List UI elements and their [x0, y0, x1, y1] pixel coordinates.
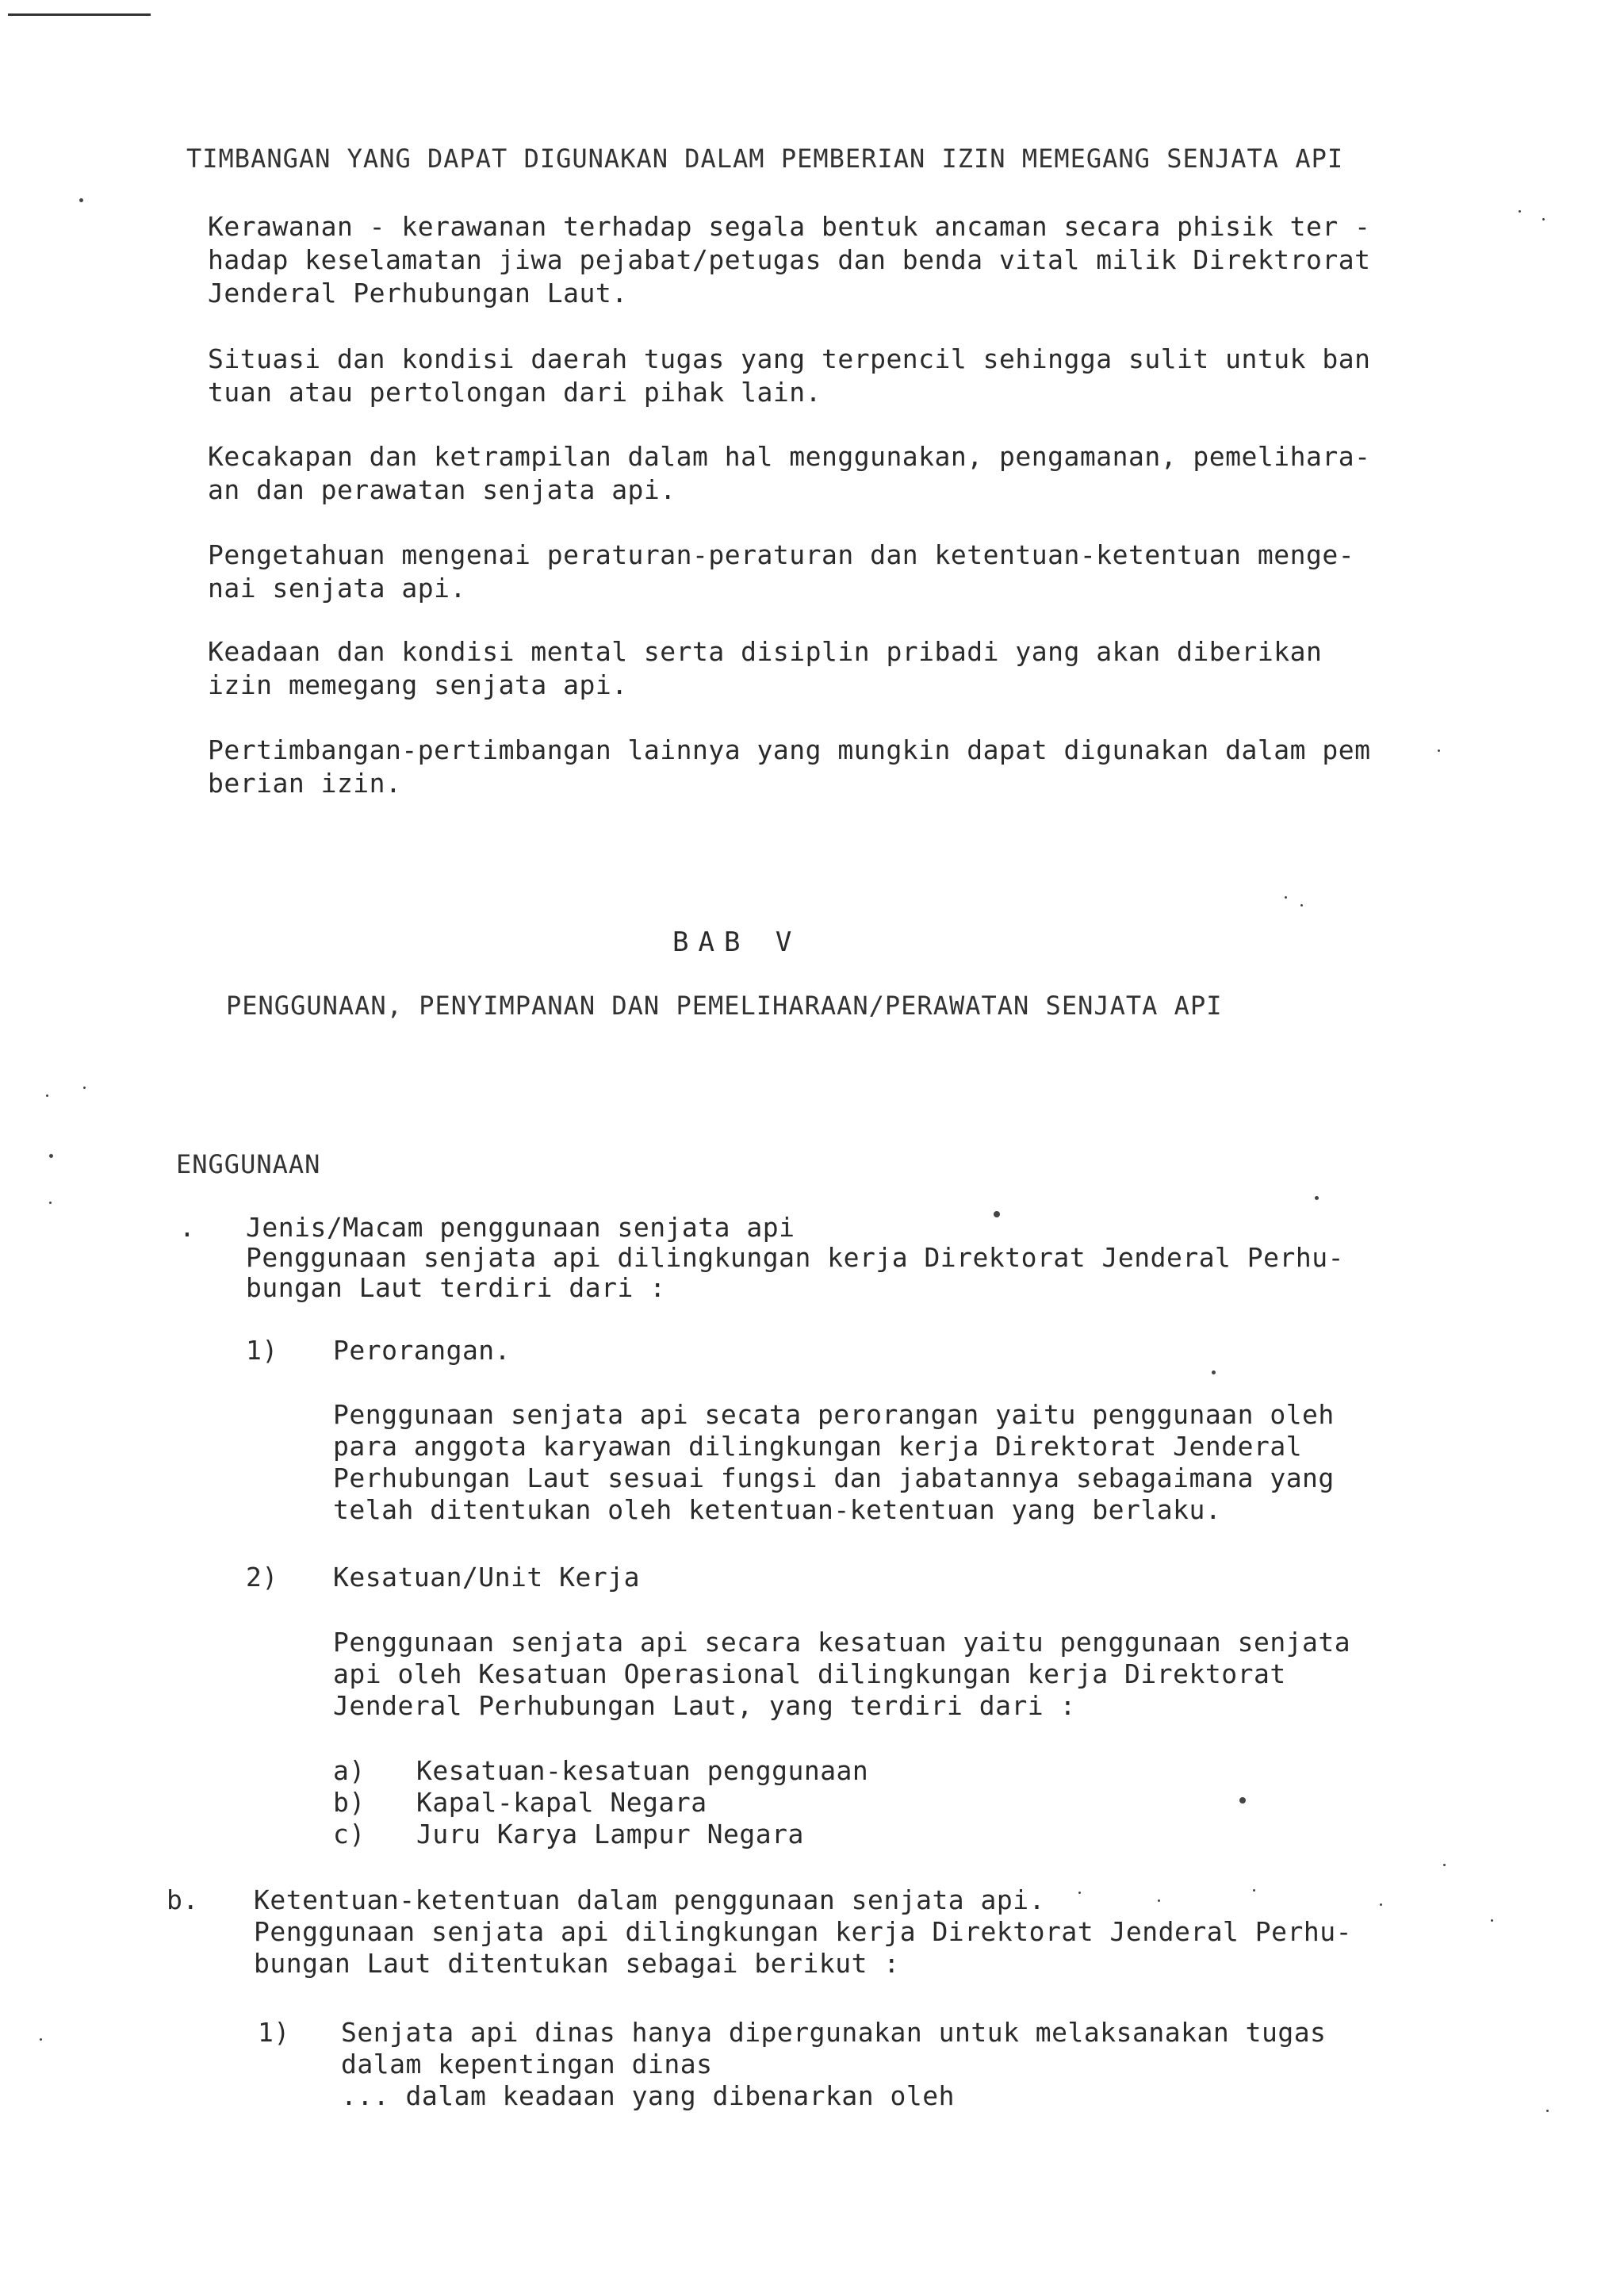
consideration-5-line-2: izin memegang senjata api. — [208, 669, 628, 700]
item-a-marker: . — [179, 1212, 196, 1243]
consideration-1-line-3: Jenderal Perhubungan Laut. — [208, 278, 628, 309]
item-b-sub1-line-3: ... dalam keadaan yang dibenarkan oleh — [341, 2080, 955, 2111]
scan-speck — [1300, 904, 1303, 907]
item-a-sub2-list-c-text: Juru Karya Lampur Negara — [416, 1819, 804, 1850]
item-a-intro-line-1: Penggunaan senjata api dilingkungan kerja Direktorat Jenderal Perhu- — [246, 1242, 1345, 1273]
scan-speck — [1253, 1889, 1255, 1892]
scan-speck — [1542, 218, 1545, 220]
item-a-sub2-line-1: Penggunaan senjata api secara kesatuan yaitu penggunaan senjata — [333, 1627, 1351, 1658]
scan-speck — [40, 2038, 42, 2041]
item-a-sub2-list-c-marker: c) — [333, 1819, 366, 1850]
scan-speck — [1546, 2110, 1549, 2112]
item-a-intro-line-2: bungan Laut terdiri dari : — [246, 1272, 666, 1303]
item-a-sub1-title: Perorangan. — [333, 1335, 511, 1366]
scan-speck — [1212, 1370, 1216, 1374]
item-a-sub2-list-a-text: Kesatuan-kesatuan penggunaan — [416, 1755, 869, 1786]
item-a-sub1-line-2: para anggota karyawan dilingkungan kerja Direktorat Jenderal — [333, 1431, 1303, 1462]
item-a-sub2-line-2: api oleh Kesatuan Operasional dilingkungan kerja Direktorat — [333, 1658, 1286, 1689]
item-b-sub1-marker: 1) — [258, 2017, 290, 2048]
item-b-sub1-line-2: dalam kepentingan dinas — [341, 2049, 713, 2080]
scan-speck — [1519, 210, 1521, 213]
item-b-intro-line-2: bungan Laut ditentukan sebagai berikut : — [254, 1948, 900, 1979]
scan-speck — [83, 1087, 86, 1089]
scan-speck — [1315, 1196, 1319, 1200]
subsection-heading: ENGGUNAAN — [176, 1149, 321, 1179]
consideration-1-line-1: Kerawanan - kerawanan terhadap segala bentuk ancaman secara phisik ter - — [208, 211, 1371, 242]
item-a-sub1-line-4: telah ditentukan oleh ketentuan-ketentuan yang berlaku. — [333, 1494, 1222, 1525]
chapter-label: BAB V — [672, 926, 802, 958]
consideration-3-line-1: Kecakapan dan ketrampilan dalam hal menggunakan, pengamanan, pemelihara- — [208, 441, 1371, 472]
scan-speck — [49, 1202, 52, 1204]
scan-speck — [1078, 1892, 1081, 1894]
scan-speck — [1380, 1903, 1382, 1906]
scan-speck — [46, 1094, 48, 1097]
item-a-sub1-line-3: Perhubungan Laut sesuai fungsi dan jabatannya sebagaimana yang — [333, 1462, 1335, 1493]
item-b-intro-line-1: Penggunaan senjata api dilingkungan kerja Direktorat Jenderal Perhu- — [254, 1916, 1353, 1947]
consideration-4-line-2: nai senjata api. — [208, 573, 466, 604]
item-a-sub1-line-1: Penggunaan senjata api secata perorangan yaitu penggunaan oleh — [333, 1399, 1335, 1430]
item-b-marker: b. — [167, 1884, 199, 1915]
consideration-4-line-1: Pengetahuan mengenai peraturan-peraturan dan ketentuan-ketentuan menge- — [208, 539, 1355, 570]
item-a-sub2-list-a-marker: a) — [333, 1755, 366, 1786]
consideration-2-line-1: Situasi dan kondisi daerah tugas yang terpencil sehingga sulit untuk ban — [208, 343, 1371, 374]
item-b-sub1-line-1: Senjata api dinas hanya dipergunakan untuk melaksanakan tugas — [341, 2017, 1327, 2048]
item-a-sub2-list-b-text: Kapal-kapal Negara — [416, 1787, 707, 1818]
consideration-5-line-1: Keadaan dan kondisi mental serta disiplin pribadi yang akan diberikan — [208, 636, 1323, 667]
item-a-sub2-title: Kesatuan/Unit Kerja — [333, 1562, 640, 1593]
scan-speck — [1438, 749, 1440, 752]
consideration-3-line-2: an dan perawatan senjata api. — [208, 474, 676, 505]
scan-speck — [1158, 1899, 1160, 1902]
consideration-2-line-2: tuan atau pertolongan dari pihak lain. — [208, 377, 822, 408]
scan-speck — [1239, 1797, 1246, 1804]
top-rule — [8, 13, 151, 16]
scan-speck — [79, 198, 83, 202]
item-b-title: Ketentuan-ketentuan dalam penggunaan senjata api. — [254, 1884, 1046, 1915]
item-a-sub2-list-b-marker: b) — [333, 1787, 366, 1818]
scan-speck — [49, 1154, 53, 1158]
consideration-1-line-2: hadap keselamatan jiwa pejabat/petugas dan benda vital milik Direktrorat — [208, 244, 1371, 275]
item-a-title: Jenis/Macam penggunaan senjata api — [246, 1212, 795, 1243]
chapter-title: PENGGUNAAN, PENYIMPANAN DAN PEMELIHARAAN/PERAWATAN SENJATA API — [226, 991, 1223, 1021]
scan-speck — [1443, 1864, 1446, 1866]
item-a-sub2-marker: 2) — [246, 1562, 278, 1593]
scan-speck — [1285, 896, 1287, 899]
consideration-6-line-2: berian izin. — [208, 768, 402, 799]
section-heading: TIMBANGAN YANG DAPAT DIGUNAKAN DALAM PEMBERIAN IZIN MEMEGANG SENJATA API — [186, 144, 1344, 174]
item-a-sub1-marker: 1) — [246, 1335, 278, 1366]
scan-speck — [994, 1211, 1000, 1217]
scan-speck — [1491, 1919, 1493, 1922]
consideration-6-line-1: Pertimbangan-pertimbangan lainnya yang mungkin dapat digunakan dalam pem — [208, 734, 1371, 765]
item-a-sub2-line-3: Jenderal Perhubungan Laut, yang terdiri dari : — [333, 1690, 1076, 1721]
